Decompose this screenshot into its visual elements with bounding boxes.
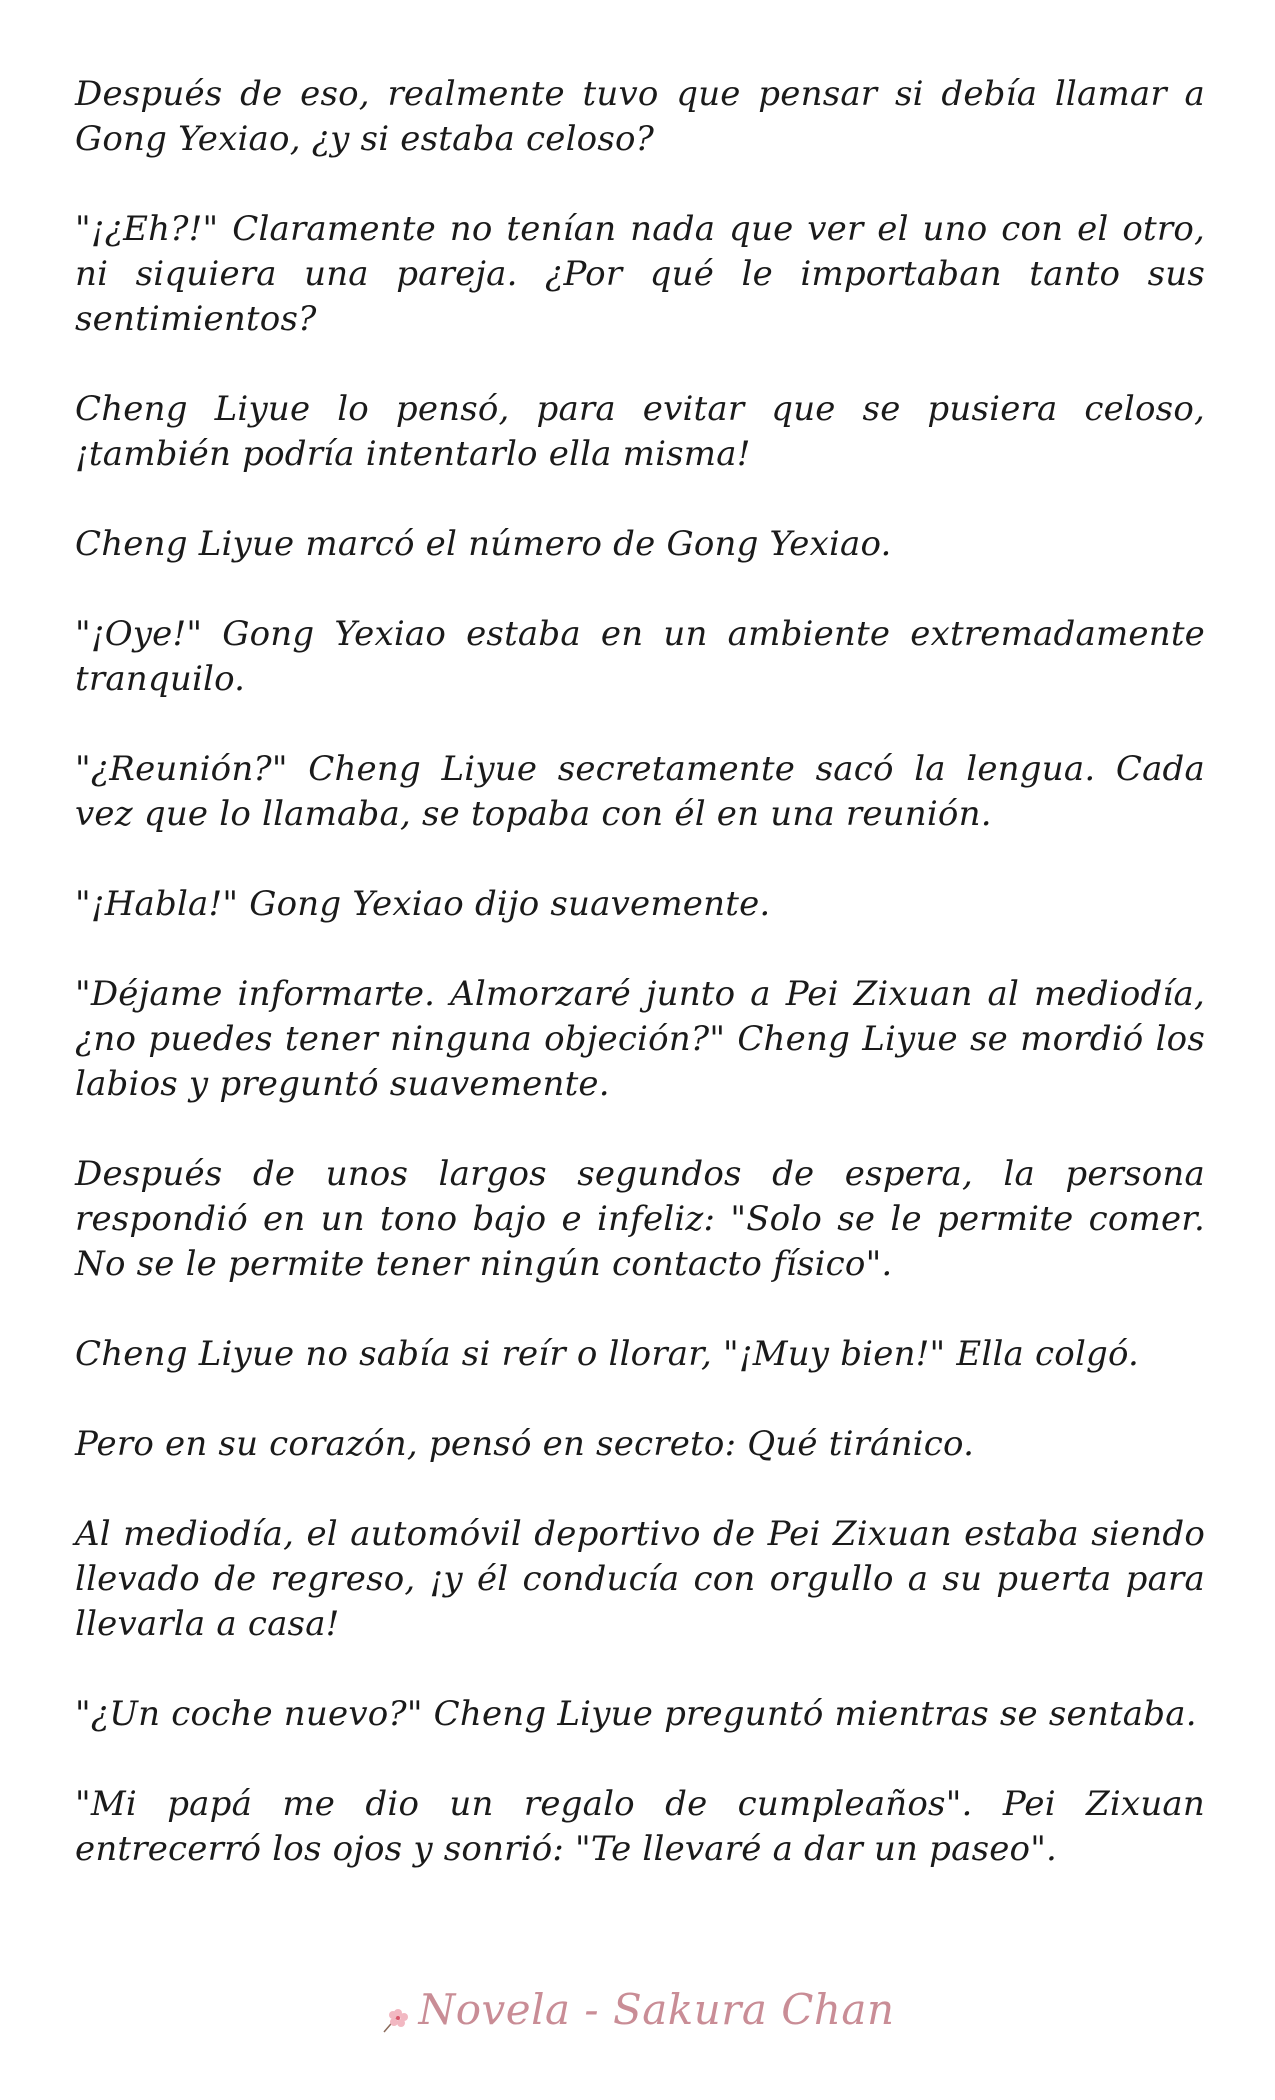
- paragraph-13: "¿Un coche nuevo?" Cheng Liyue preguntó mientras se sentaba.: [75, 1694, 1197, 1734]
- paragraph-5: "¡Oye!" Gong Yexiao estaba en un ambiente extremadamente tranquilo.: [75, 614, 1205, 699]
- paragraph-1: Después de eso, realmente tuvo que pensar si debía llamar a Gong Yexiao, ¿y si estaba celoso?: [75, 74, 1205, 159]
- paragraph-3: Cheng Liyue lo pensó, para evitar que se pusiera celoso, ¡también podría intentarlo ella misma!: [75, 389, 1205, 474]
- cherry-blossom-icon: [380, 1997, 412, 2029]
- watermark: [0, 1985, 1275, 2034]
- paragraph-12: Al mediodía, el automóvil deportivo de Pei Zixuan estaba siendo llevado de regreso, ¡y él conducía con orgullo a su puerta para llevarla a casa!: [75, 1514, 1205, 1644]
- paragraph-8: "Déjame informarte. Almorzaré junto a Pei Zixuan al mediodía, ¿no puedes tener ninguna objeción?" Cheng Liyue se mordió los labios y preguntó suavemente.: [75, 974, 1205, 1104]
- paragraph-9: Después de unos largos segundos de espera, la persona respondió en un tono bajo e infeliz: "Solo se le permite comer. No se le permite tener ningún contacto físico".: [75, 1154, 1205, 1284]
- paragraph-4: Cheng Liyue marcó el número de Gong Yexiao.: [75, 524, 892, 564]
- document-body: [75, 72, 1205, 1917]
- paragraph-11: Pero en su corazón, pensó en secreto: Qué tiránico.: [75, 1424, 975, 1464]
- paragraph-2: "¡¿Eh?!" Claramente no tenían nada que ver el uno con el otro, ni siquiera una pareja. ¿Por qué le importaban tanto sus sentimientos?: [75, 209, 1205, 339]
- paragraph-14: "Mi papá me dio un regalo de cumpleaños". Pei Zixuan entrecerró los ojos y sonrió: "Te llevaré a dar un paseo".: [75, 1784, 1205, 1869]
- watermark-text: Novela - Sakura Chan: [418, 1985, 895, 2034]
- paragraph-10: Cheng Liyue no sabía si reír o llorar, "¡Muy bien!" Ella colgó.: [75, 1334, 1140, 1374]
- paragraph-6: "¿Reunión?" Cheng Liyue secretamente sacó la lengua. Cada vez que lo llamaba, se topaba con él en una reunión.: [75, 749, 1205, 834]
- paragraph-7: "¡Habla!" Gong Yexiao dijo suavemente.: [75, 884, 771, 924]
